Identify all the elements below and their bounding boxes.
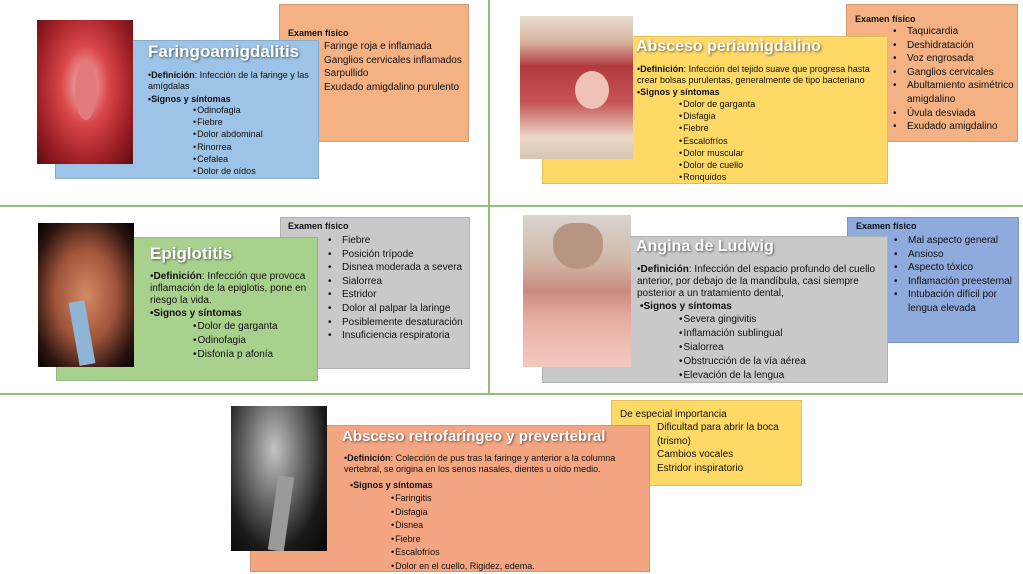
exam-item: • Voz engrosada	[893, 52, 1017, 66]
symptom-item: • Disfagia	[391, 506, 535, 520]
exam-item: Cambios vocales	[657, 449, 734, 461]
definition-label: Definición	[640, 264, 689, 275]
signs-heading: •Signos y síntomas	[150, 308, 242, 319]
neck-photo	[523, 215, 631, 367]
exam-item: • Mal aspecto general	[894, 234, 1016, 248]
symptom-item: • Ronquidos	[679, 171, 755, 183]
definition: •Definición: Infección del espacio profundo del cuello anterior, por debajo de la mandíbula, casi siempre posterior a un tratamiento dental,	[637, 264, 876, 299]
symptom-item: • Rinorrea	[193, 141, 263, 153]
symptom-item: • Dolor de garganta	[193, 320, 278, 334]
symptom-item: • Inflamación sublingual	[679, 327, 806, 341]
signs-label: Signos y síntomas	[153, 308, 242, 319]
definition-text: : Infección del tejido suave que progresa hasta crear bolsas purulentas, generalmente de tipo bacteriano	[637, 64, 870, 85]
card-title: Angina de Ludwig	[636, 238, 774, 255]
exam-heading: De especial importancia	[620, 409, 727, 420]
definition-text: : Infección que provoca inflamación de la epiglotis, pone en riesgo la vida.	[150, 271, 307, 306]
exam-item: Ganglios cervicales inflamados	[324, 54, 462, 66]
definition-label: Definición	[640, 64, 684, 74]
symptom-item: • Elevación de la lengua	[679, 369, 806, 383]
spine-shape	[268, 475, 294, 551]
exam-item: • Posición trípode	[328, 248, 466, 262]
symptom-item: • Dolor en el cuello, Rigidez, edema.	[391, 560, 535, 574]
exam-item: • Posiblemente desaturación	[328, 316, 466, 330]
symptom-item: • Sialorrea	[679, 341, 806, 355]
signs-heading: •Signos y síntomas	[637, 87, 720, 97]
definition-text: : Infección de la faringe y las amígdalas	[148, 70, 309, 91]
exam-item: • Ganglios cervicales	[893, 66, 1017, 80]
symptom-item: • Dolor de garganta	[679, 98, 755, 110]
card-title: Faringoamigdalitis	[148, 42, 300, 61]
signs-label: Signos y síntomas	[353, 480, 433, 490]
definition-label: Definición	[153, 271, 202, 282]
definition: •Definición: Infección de la faringe y las amígdalas	[148, 70, 309, 91]
symptom-item: • Dolor abdominal	[193, 128, 263, 140]
signs-heading: •Signos y síntomas	[350, 480, 433, 490]
signs-label: Signos y síntomas	[151, 94, 231, 104]
signs-label: Signos y síntomas	[643, 301, 732, 312]
exam-list	[894, 234, 1016, 316]
definition: •Definición: Infección que provoca inflamación de la epiglotis, pone en riesgo la vida.	[150, 271, 307, 306]
symptom-item: • Escalofríos	[679, 135, 755, 147]
exam-item: Estridor inspiratorio	[657, 462, 744, 474]
divider-vertical	[488, 0, 490, 394]
symptom-item: • Disfagia	[679, 110, 755, 122]
exam-item: • Dolor al palpar la laringe	[328, 302, 466, 316]
exam-item: • Inflamación preesternal	[894, 275, 1016, 289]
exam-heading: Examen físico	[855, 14, 916, 24]
epiglottis-photo	[38, 223, 134, 367]
xray-photo	[231, 406, 327, 551]
face-shape	[553, 223, 603, 269]
exam-item: • Ansioso	[894, 248, 1016, 262]
card-title: Absceso periamigdalino	[636, 38, 821, 55]
exam-item: • Disnea moderada a severa	[328, 261, 466, 275]
divider-horizontal-middle	[0, 393, 1023, 395]
exam-item: • Estridor	[328, 288, 466, 302]
symptom-list	[679, 313, 806, 383]
tube-shape	[69, 300, 96, 366]
symptom-item: • Escalofríos	[391, 546, 535, 560]
symptom-item: • Cefalea	[193, 153, 263, 165]
symptom-item: • Severa gingivitis	[679, 313, 806, 327]
exam-list	[328, 234, 466, 343]
signs-label: Signos y síntomas	[640, 87, 720, 97]
exam-item: • Exudado amigdalino	[893, 120, 1017, 134]
symptom-item: • Dolor de oídos	[193, 165, 263, 177]
exam-item: • Úvula desviada	[893, 107, 1017, 121]
uvula-shape	[75, 60, 97, 120]
exam-item: Dificultad para abrir la boca (trismo)	[657, 422, 779, 447]
symptom-item: • Obstrucción de la vía aérea	[679, 355, 806, 369]
divider-horizontal-top	[0, 205, 1023, 207]
definition: •Definición: Infección del tejido suave que progresa hasta crear bolsas purulentas, generalmente de tipo bacteriano	[637, 64, 870, 85]
symptom-list	[193, 104, 263, 177]
symptom-item: • Fiebre	[193, 116, 263, 128]
exam-item: • Abultamiento asimétrico amigdalino	[893, 79, 1017, 106]
symptom-item: • Faringitis	[391, 492, 535, 506]
signs-heading: •Signos y síntomas	[148, 94, 231, 104]
symptom-item: • Disnea	[391, 519, 535, 533]
exam-item: • Taquicardia	[893, 25, 1017, 39]
definition-label: Definición	[151, 70, 195, 80]
symptom-item: • Dolor muscular	[679, 147, 755, 159]
exam-item: • Fiebre	[328, 234, 466, 248]
exam-item: • Sialorrea	[328, 275, 466, 289]
card-title: Epiglotitis	[150, 244, 233, 263]
symptom-item: • Fiebre	[391, 533, 535, 547]
exam-heading: Examen físico	[856, 221, 917, 231]
throat-photo	[37, 20, 133, 164]
exam-item: Faringe roja e inflamada	[324, 41, 432, 52]
definition-text: : Infección del espacio profundo del cuello anterior, por debajo de la mandíbula, casi siempre posterior a un tratamiento dental,	[637, 264, 876, 299]
mouth-photo	[520, 16, 633, 159]
symptom-item: • Odinofagia	[193, 104, 263, 116]
symptom-item: • Fiebre	[679, 122, 755, 134]
symptom-item: • Odinofagia	[193, 334, 278, 348]
exam-list	[657, 421, 797, 475]
exam-item: Exudado amigdalino purulento	[324, 81, 460, 93]
definition: •Definición: Colección de pus tras la faringe y anterior a la columna vertebral, se origina en los senos nasales, dientes u oído medio.	[344, 453, 616, 474]
exam-item: Sarpullido	[324, 68, 369, 80]
exam-heading: Examen físico	[288, 221, 349, 231]
exam-list	[893, 25, 1017, 134]
signs-heading: •Signos y síntomas	[640, 301, 732, 312]
symptom-list	[679, 98, 755, 183]
exam-item: • Intubación difícil por lengua elevada	[894, 288, 1016, 315]
symptom-item: • Dolor de cuello	[679, 159, 755, 171]
definition-text: : Colección de pus tras la faringe y anterior a la columna vertebral, se origina en los senos nasales, dientes u oído medio.	[344, 453, 616, 474]
exam-list	[324, 40, 464, 94]
definition-label: Definición	[347, 453, 391, 463]
symptom-list	[391, 492, 535, 574]
card-title: Absceso retrofaríngeo y prevertebral	[342, 428, 606, 445]
symptom-list	[193, 320, 278, 362]
exam-item: • Insuficiencia respiratoria	[328, 329, 466, 343]
exam-heading: Examen físico	[288, 28, 349, 38]
exam-item: • Deshidratación	[893, 39, 1017, 53]
tonsil-shape	[575, 71, 609, 109]
symptom-item: • Disfonía p afonía	[193, 348, 278, 362]
exam-item: • Aspecto tóxico	[894, 261, 1016, 275]
